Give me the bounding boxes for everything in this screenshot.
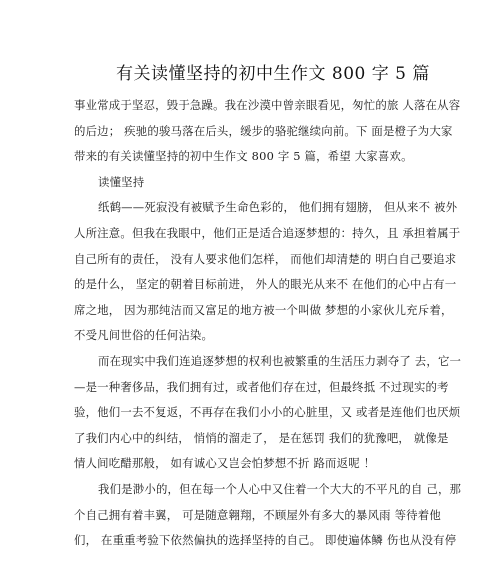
paragraph-line: 的是什么， 坚定的朝着目标前进， 外人的眼光从来不 在他们的心中占有一 <box>74 277 457 292</box>
paragraph-line: 情人间吃醋那般， 如有诚心又岂会怕梦想不折 路而返呢 ！ <box>74 456 376 471</box>
paragraph-line: 个自己拥有着丰翼， 可是随意翱翔，不顾屋外有多大的暴风雨 等待着他 <box>74 507 441 522</box>
paragraph-line: 不受凡间世俗的任何沾染。 <box>74 328 214 343</box>
paragraph-line: 纸鹤——死寂没有被赋予生命色彩的， 他们拥有翅膀， 但从来不 被外 <box>98 200 458 215</box>
paragraph-line: 我们是渺小的，但在每一个人心中又住着一个大大的不平凡的自 己，那 <box>98 481 462 496</box>
intro-line: 事业常成于坚忍，毁于急躁。我在沙漠中曾亲眼看见，匆忙的旅 人落在从容 <box>74 98 461 112</box>
document-title: 有关读懂坚持的初中生作文 800 字 5 篇 <box>116 64 430 84</box>
paragraph-line: 验，他们一去不复返，不再存在我们小小的心脏里，又 或者是连他们也厌烦 <box>74 405 461 420</box>
paragraph-line: 而在现实中我们连追逐梦想的权利也被繁重的生活压力剥夺了 去，它一 <box>98 353 462 368</box>
paragraph-line: 自己所有的责任， 没有人要求他们怎样， 而他们却清楚的 明白自己要追求 <box>74 251 457 266</box>
paragraph-line: —是一种奢侈品，我们拥有过，或者他们存在过，但最终抵 不过现实的考 <box>74 379 449 394</box>
paragraph-line: 了我们内心中的纠结， 悄悄的溜走了， 是在惩罚 我们的犹豫吧， 就像是 <box>74 430 449 445</box>
intro-line: 的后边； 疾驰的骏马落在后头，缓步的骆驼继续向前。下 面是橙子为大家 <box>74 123 453 138</box>
paragraph-line: 们， 在重重考验下依然偏执的选择坚持的自己。 即使遍体鳞 伤也从没有停 <box>74 533 457 548</box>
section-heading: 读懂坚持 <box>98 174 145 189</box>
intro-line: 带来的有关读懂坚持的初中生作文 800 字 5 篇，希望 大家喜欢。 <box>74 149 413 164</box>
document-body <box>74 93 462 554</box>
paragraph-line: 席之地， 因为那纯洁而又富足的地方被一个叫做 梦想的小家伙儿充斥着， <box>74 302 453 317</box>
paragraph-line: 人所注意。但我在我眼中，他们正是适合追逐梦想的：持久，且 承担着属于 <box>74 225 461 240</box>
